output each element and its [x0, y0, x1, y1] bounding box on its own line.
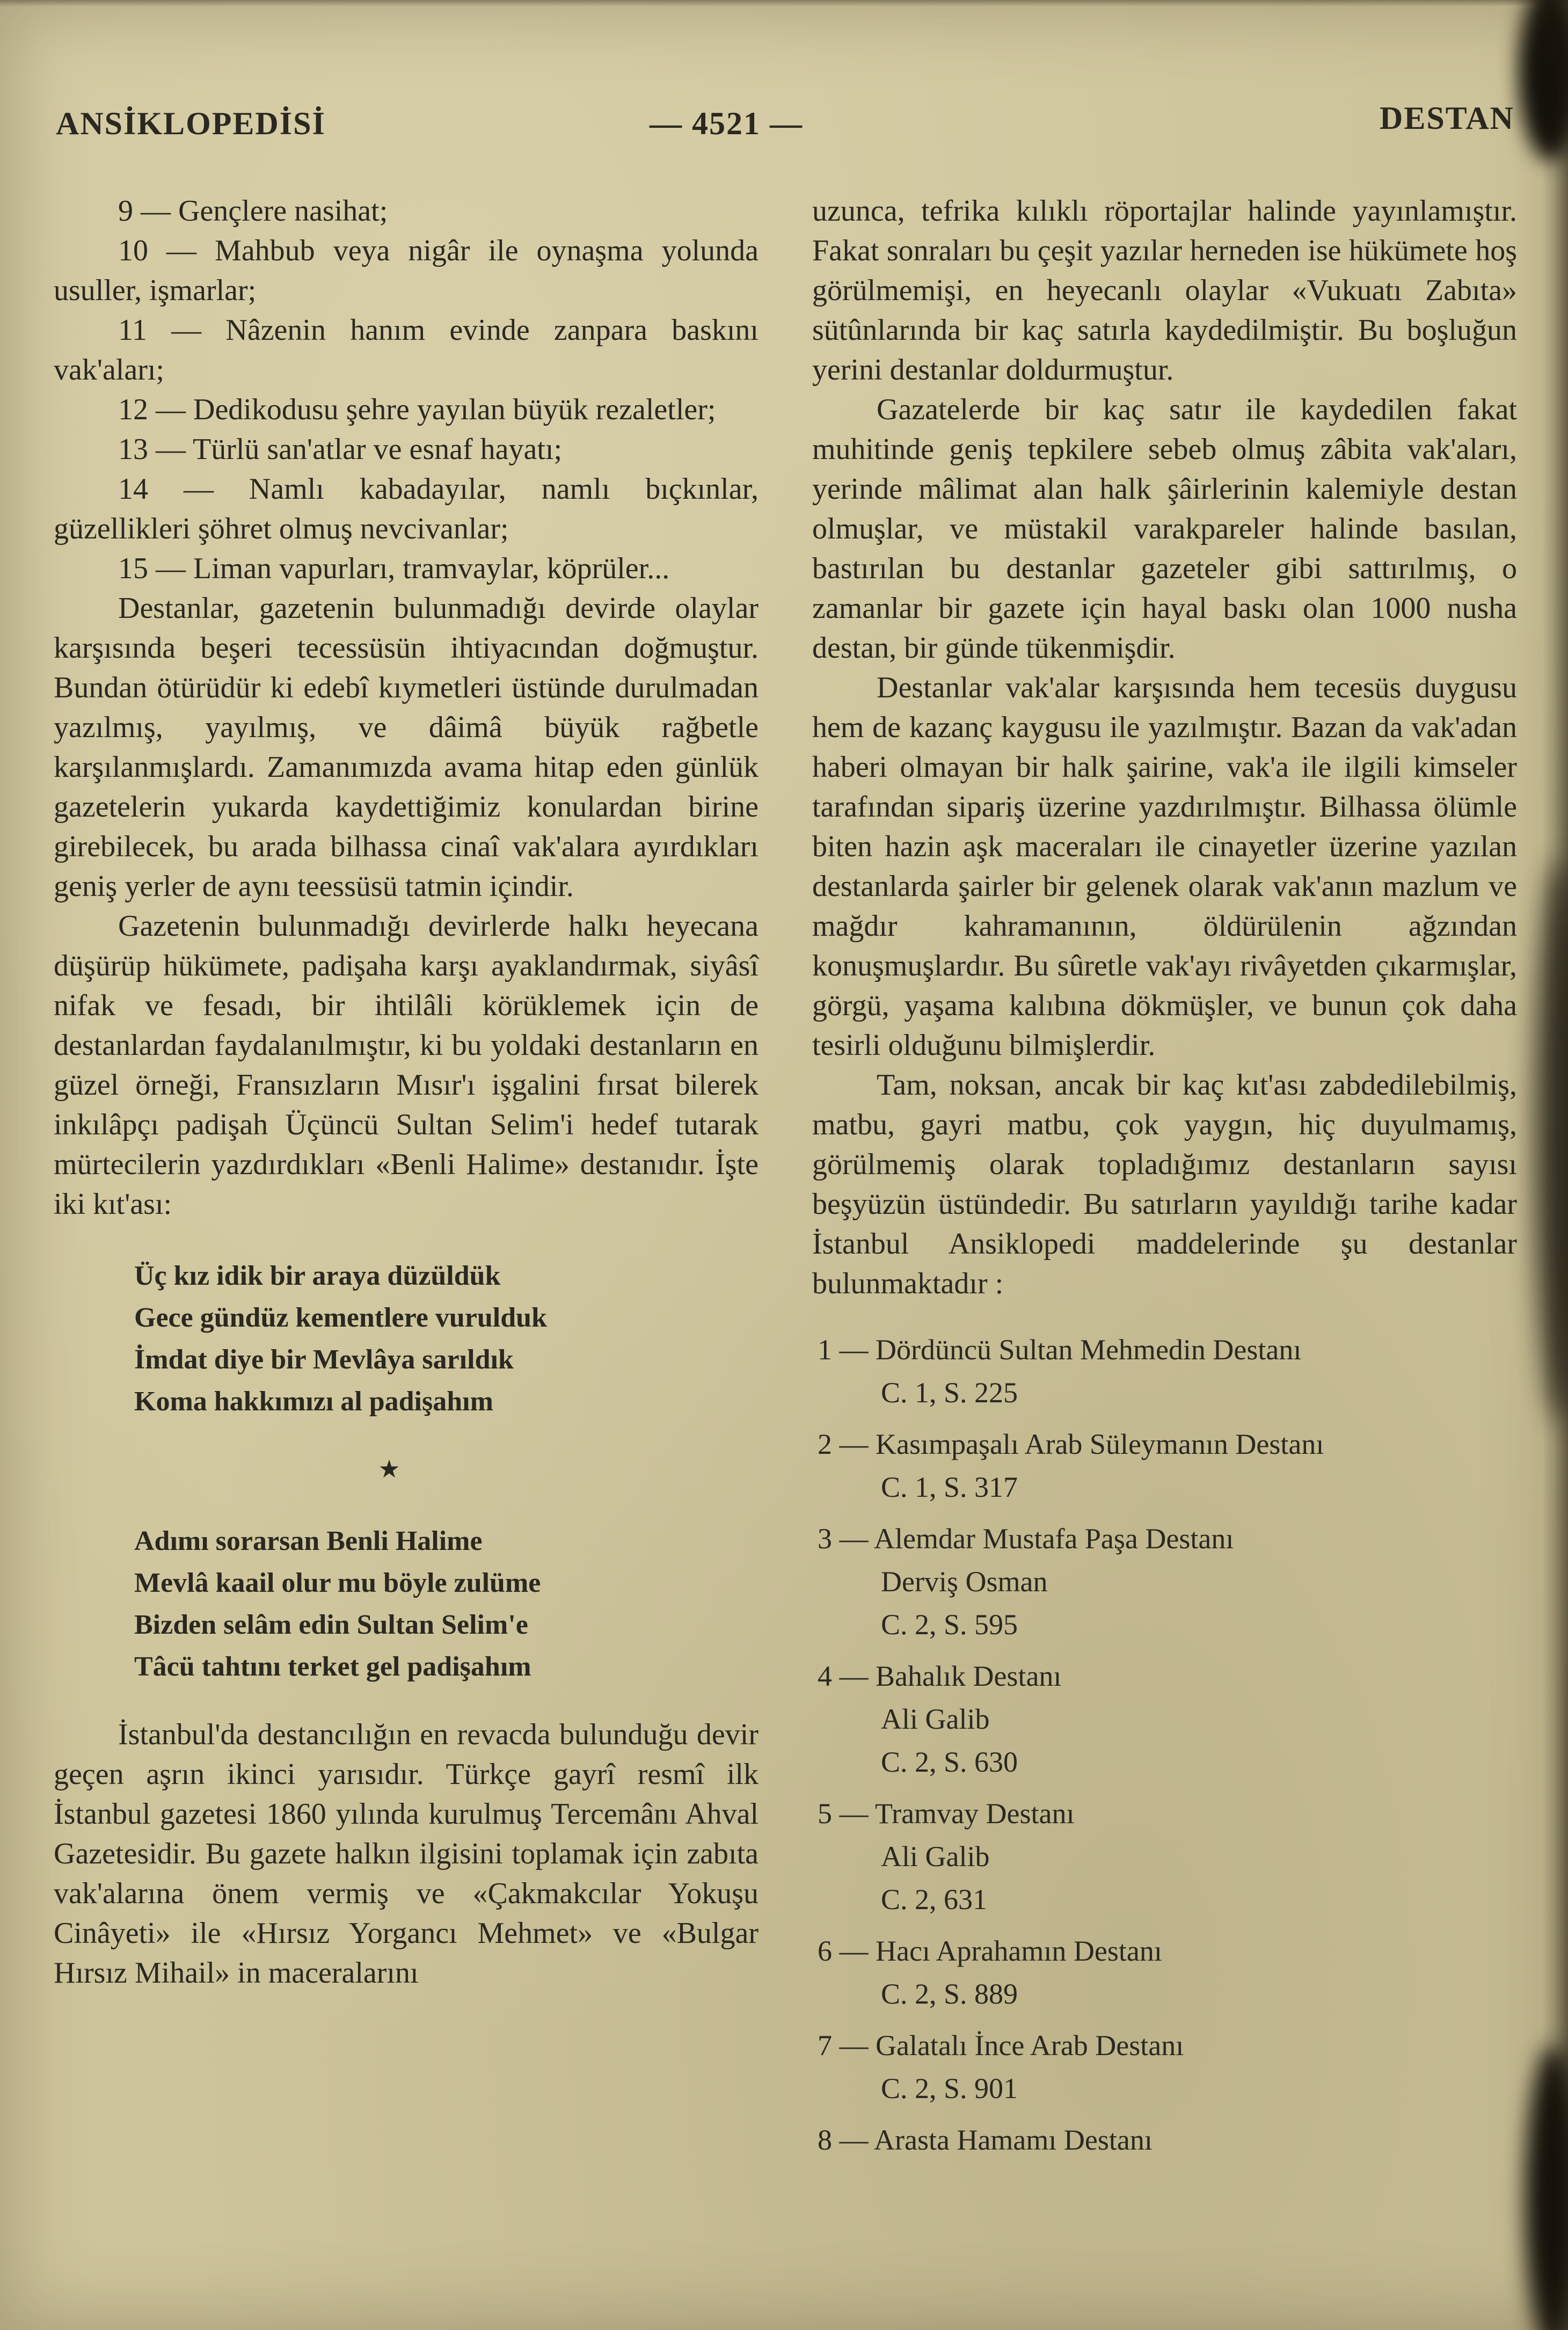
poem-stanza-2	[134, 1520, 759, 1688]
numbered-item-13: 13 — Türlü san'atlar ve esnaf hayatı;	[118, 433, 563, 466]
destan-entry-title: 6 — Hacı Aprahamın Destanı	[818, 1935, 1162, 1967]
running-header	[0, 0, 1568, 160]
text-columns	[0, 160, 1568, 2170]
destan-entry-ref: C. 2, S. 901	[881, 2072, 1018, 2105]
destan-entry-author: Ali Galib	[881, 1840, 990, 1873]
paragraph-uzunca-tefrika: uzunca, tefrika kılıklı röportajlar halinde yayınlamıştır. Fakat sonraları bu çeşit yazılar herneden ise hükümete hoş görülmemişi, en heyecanlı olaylar «Vukuatı Zabıta» sütûnlarında bir kaç satırla kaydedilmiştir. Bu boşluğun yerini destanlar doldurmuştur.	[812, 194, 1517, 387]
paragraph-tam-noksan: Tam, noksan, ancak bir kaç kıt'ası zabdedilebilmiş, matbu, gayri matbu, çok yaygın, hiç duyulmamış, görülmemiş olarak topladığımız destanların sayısı beşyüzün üstündedir. Bu satırların yayıldığı tarihe kadar İstanbul Ansiklopedi maddelerinde şu destanlar bulunmaktadır :	[812, 1068, 1517, 1300]
destan-entry-title: 2 — Kasımpaşalı Arab Süleymanın Destanı	[818, 1428, 1324, 1460]
destan-entry-3	[812, 1517, 1517, 1646]
destan-entry-4	[812, 1655, 1517, 1783]
destan-entry-title: 7 — Galatalı İnce Arab Destanı	[818, 2029, 1184, 2062]
numbered-item-9: 9 — Gençlere nasihat;	[118, 194, 388, 228]
destan-entry-2	[812, 1423, 1517, 1509]
destan-entry-author: Derviş Osman	[881, 1566, 1048, 1598]
poem-line: Adımı sorarsan Benli Halime	[134, 1526, 483, 1556]
destan-entry-title: 4 — Bahalık Destanı	[818, 1660, 1062, 1692]
destan-list	[812, 1328, 1517, 2161]
destan-entry-title: 3 — Alemdar Mustafa Paşa Destanı	[818, 1523, 1234, 1555]
destan-entry-title: 5 — Tramvay Destanı	[818, 1797, 1075, 1830]
destan-entry-title: 1 — Dördüncü Sultan Mehmedin Destanı	[818, 1334, 1302, 1366]
destan-entry-ref: C. 2, S. 630	[881, 1746, 1018, 1778]
left-column	[54, 191, 759, 2170]
paragraph-gazetenin-devirlerde: Gazetenin bulunmadığı devirlerde halkı heyecana düşürüp hükümete, padişaha karşı ayaklandırmak, siyâsî nifak ve fesadı, bir ihtilâli körüklemek için de destanlardan faydalanılmıştır, ki bu yoldaki destanların en güzel örneği, Fransızların Mısır'ı işgalini fırsat bilerek inkılâpçı padişah Üçüncü Sultan Selim'i hedef tutarak mürtecilerin yazdırdıkları «Benli Halime» destanıdır. İşte iki kıt'ası:	[54, 909, 759, 1221]
paragraph-gazetelerde: Gazatelerde bir kaç satır ile kaydedilen fakat muhitinde geniş tepkilere sebeb olmuş zâbita vak'aları, yerinde mâlimat alan halk şâirlerinin kalemiyle destan olmuşlar, ve müstakil varakpareler halinde basılan, bastırılan bu destanlar gazeteler gibi sattırılmış, o zamanlar bir gazete için hayal baskı olan 1000 nusha destan, bir günde tükenmişdir.	[812, 393, 1517, 665]
paragraph-istanbul-destancilik: İstanbul'da destancılığın en revacda bulunduğu devir geçen aşrın ikinci yarısıdır. Türkçe gayrî resmî ilk İstanbul gazetesi 1860 yılında kurulmuş Tercemânı Ahval Gazetesidir. Bu gazete halkın ilgisini toplamak için zabıta vak'alarına önem vermiş ve «Çakmakcılar Yokuşu Cinâyeti» ile «Hırsız Yorgancı Mehmet» ve «Bulgar Hırsız Mihail» in maceralarını	[54, 1718, 759, 1990]
poem-line: Üç kız idik bir araya düzüldük	[134, 1261, 501, 1291]
destan-entry-8	[812, 2118, 1517, 2161]
paragraph-destanlar-origin: Destanlar, gazetenin bulunmadığı devirde olaylar karşısında beşeri tecessüsün ihtiyacından doğmuştur. Bundan ötürüdür ki edebî kıymetleri üstünde durulmadan yazılmış, yayılmış, ve dâimâ büyük rağbetle karşılanmışlardı. Zamanımızda avama hitap eden günlük gazetelerin yukarda kaydettiğimiz konulardan birine girebilecek, bu arada bilhassa cinaî vak'alara ayırdıkları geniş yerler de aynı teessüsü tatmin içindir.	[54, 592, 759, 903]
destan-entry-ref: C. 1, S. 225	[881, 1377, 1018, 1409]
numbered-item-12: 12 — Dedikodusu şehre yayılan büyük rezaletler;	[118, 393, 716, 426]
poem-line: Tâcü tahtını terket gel padişahım	[134, 1651, 531, 1682]
numbered-item-15: 15 — Liman vapurları, tramvaylar, köprüler...	[118, 552, 670, 585]
destan-entry-1	[812, 1328, 1517, 1414]
poem-line: Koma hakkımızı al padişahım	[134, 1386, 493, 1417]
destan-entry-ref: C. 2, S. 595	[881, 1608, 1018, 1641]
poem-line: Bizden selâm edin Sultan Selim'e	[134, 1610, 528, 1640]
destan-entry-ref: C. 1, S. 317	[881, 1471, 1018, 1503]
poem-line: Gece gündüz kementlere vurulduk	[134, 1302, 547, 1333]
numbered-item-10: 10 — Mahbub veya nigâr ile oynaşma yolunda usuller, işmarlar;	[54, 234, 759, 307]
paragraph-destanlar-vakalar: Destanlar vak'alar karşısında hem tecesüs duygusu hem de kazanç kaygusu ile yazılmıştır. Bazan da vak'adan haberi olmayan bir halk şairine, vak'a ile ilgili kimseler tarafından sipariş üzerine yazdırılmıştır. Bilhassa ölümle biten hazin aşk maceraları ile cinayetler üzerine yazılan destanlarda şairler bir gelenek olarak vak'anın mazlum ve mağdır kahramanının, öldürülenin ağzından konuşmuşlardır. Bu sûretle vak'ayı rivâyetden çıkarmışlar, görgü, yaşama kalıbına dökmüşler, ve bunun çok daha tesirli olduğunu bilmişlerdir.	[812, 671, 1517, 1062]
page-number: — 4521 —	[650, 106, 803, 141]
running-title-right: DESTAN	[1380, 100, 1514, 136]
destan-entry-author: Ali Galib	[881, 1703, 990, 1735]
destan-entry-title: 8 — Arasta Hamamı Destanı	[818, 2124, 1153, 2156]
destan-entry-ref: C. 2, 631	[881, 1883, 988, 1916]
destan-entry-5	[812, 1792, 1517, 1921]
numbered-item-11: 11 — Nâzenin hanım evinde zanpara baskını vak'aları;	[54, 314, 759, 387]
destan-entry-7	[812, 2024, 1517, 2110]
running-title-left: ANSİKLOPEDİSİ	[56, 106, 326, 141]
destan-entry-6	[812, 1929, 1517, 2015]
poem-line: Mevlâ kaail olur mu böyle zulüme	[134, 1568, 541, 1598]
numbered-item-14: 14 — Namlı kabadayılar, namlı bıçkınlar, güzellikleri şöhret olmuş nevcivanlar;	[54, 472, 759, 545]
poem-stanza-1	[134, 1255, 759, 1423]
right-column	[812, 191, 1517, 2170]
destan-entry-ref: C. 2, S. 889	[881, 1978, 1018, 2010]
star-separator-icon: ★	[378, 1455, 400, 1483]
poem-line: İmdat diye bir Mevlâya sarıldık	[134, 1344, 514, 1375]
